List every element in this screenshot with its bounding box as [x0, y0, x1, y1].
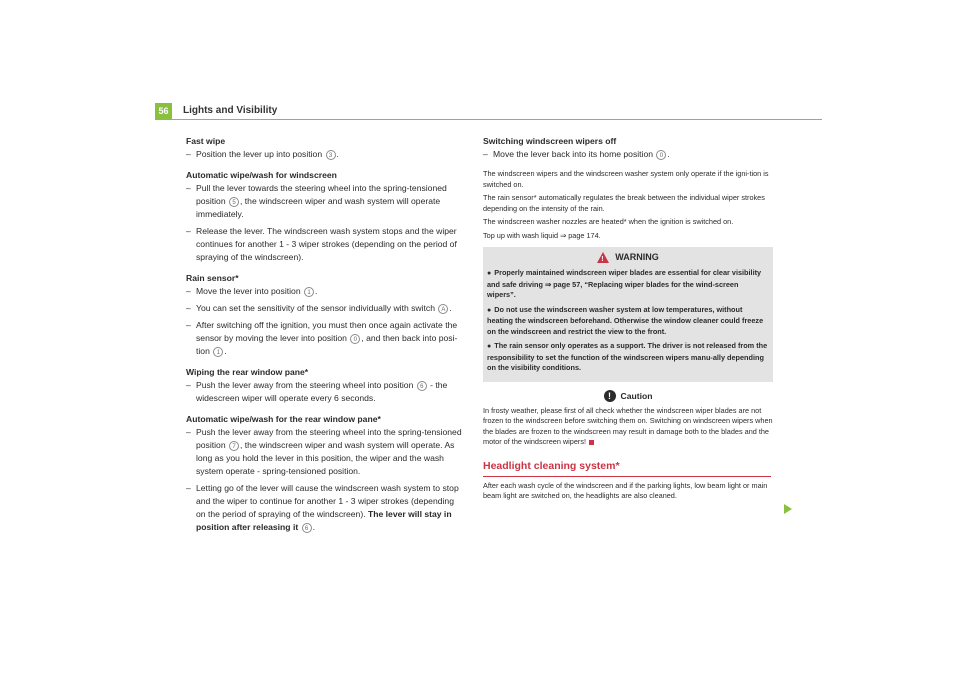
rear-wash-heading: Automatic wipe/wash for the rear window pane* — [186, 414, 381, 424]
caution-title: Caution — [620, 390, 653, 401]
fast-wipe-step: – Position the lever up into position 3 . — [186, 149, 339, 159]
caution-text — [483, 406, 773, 448]
auto-wash-step-2: – Release the lever. The windscreen wash system stops and the wiper continues for another 1 - 3 wiper strokes (depending on the period of spraying of the windscreen). — [186, 226, 457, 262]
step-text: . — [336, 149, 339, 159]
rear-wash-step-2: – Letting go of the lever will cause the windscreen wash system to stop and the wiper to continue for another 1 - 3 wiper strokes (depending on the period of spraying of the windscreen). The lever will stay in position after releasing it 6 . — [186, 483, 459, 532]
step-text: Letting go of the lever will cause the windscreen wash system to stop and the wiper to continue for another 1 - 3 wiper strokes (depending on the period of spraying of the windscreen). — [196, 483, 459, 519]
position-marker: 6 — [302, 523, 312, 533]
section-divider — [483, 476, 771, 477]
headlight-text: After each wash cycle of the windscreen and if the parking lights, low beam light or main beam light are switched on, the headlights are also cleaned. — [483, 480, 768, 500]
caution-body: In frosty weather, please first of all check whether the windscreen wiper blades are not frozen to the windscreen before switching them on. Switching on windscreen wipers when the blades are frozen to the windscreen may result in damage both to the blades and the motor of the windscreen wipers! — [483, 405, 773, 446]
position-marker: 7 — [229, 441, 239, 451]
warning-item — [487, 341, 769, 374]
step-text: Pull the lever towards the steering wheel into the spring-tensioned position — [196, 183, 447, 206]
warning-item-text: The rain sensor only operates as a support. The driver is not released from the responsibility to set the function of the windscreen wipers manu-ally depending on the visibility conditions. — [487, 341, 768, 372]
emphasis-text: The lever will stay in position after releasing it — [196, 509, 452, 532]
caution-icon: ! — [604, 390, 616, 402]
warning-icon — [597, 252, 609, 263]
rain-sensor-step-1: – Move the lever into position 1 . — [186, 286, 318, 296]
warning-item-text: Properly maintained windscreen wiper blades are essential for clear visibility and safe driving ⇒ page 57, “Replacing wiper blades for the wind-screen wipers”. — [487, 268, 762, 299]
warning-item — [487, 268, 769, 301]
step-text: Position the lever up into position — [196, 149, 323, 159]
note-text: The windscreen washer nozzles are heated* when the ignition is switched on. — [483, 217, 734, 226]
rain-sensor-heading: Rain sensor* — [186, 273, 239, 283]
step-text: - the widescreen wiper will operate every 6 seconds. — [196, 380, 448, 403]
warning-box — [483, 247, 773, 382]
step-text: , and then back into posi-tion — [196, 333, 458, 356]
warning-title: WARNING — [615, 252, 659, 262]
position-marker: 0 — [350, 334, 360, 344]
step-text: Move the lever into position — [196, 286, 301, 296]
end-marker-icon — [589, 440, 594, 445]
step-text: . — [449, 303, 452, 313]
step-text: . — [667, 149, 670, 159]
rear-wash-step-1: – Push the lever away from the steering wheel into the spring-tensioned position 7 , the windscreen wiper and wash system will operate. As long as you hold the lever in this position, the wiper and the wash system operate - spring-tensioned position. — [186, 427, 462, 476]
headlight-section-title: Headlight cleaning system* — [483, 459, 620, 472]
note-text: The windscreen wipers and the windscreen washer system only operate if the igni-tion is switched on. — [483, 169, 769, 189]
position-marker: 3 — [326, 150, 336, 160]
position-marker: 1 — [304, 287, 314, 297]
position-marker: 5 — [229, 197, 239, 207]
step-text: Move the lever back into its home position — [493, 149, 654, 159]
bullet-icon: ● — [487, 306, 492, 314]
left-column — [186, 135, 464, 534]
step-text: , the windscreen wiper and wash system will operate immediately. — [196, 196, 441, 219]
step-text: Push the lever away from the steering wheel into the spring-tensioned position — [196, 427, 462, 450]
step-text: . — [315, 286, 318, 296]
step-text: Release the lever. The windscreen wash system stops and the wiper continues for another 1 - 3 wiper strokes (depending on the period of spraying of the windscreen). — [196, 226, 457, 262]
step-text: After switching off the ignition, you must then once again activate the sensor by moving the lever into position — [196, 320, 458, 343]
rear-wipe-step: – Push the lever away from the steering wheel into position 6 - the widescreen wiper will operate every 6 seconds. — [186, 380, 448, 403]
warning-header — [487, 251, 769, 264]
caution-header — [483, 390, 773, 403]
auto-wash-heading: Automatic wipe/wash for windscreen — [186, 170, 337, 180]
page-number: 56 — [155, 103, 172, 120]
note-text: The rain sensor* automatically regulates the break between the individual wiper strokes depending on the intensity of the rain. — [483, 193, 765, 213]
step-text: . — [312, 522, 315, 532]
note-text: Top up with wash liquid ⇒ page 174. — [483, 230, 601, 240]
step-text: You can set the sensitivity of the sensor individually with switch — [196, 303, 435, 313]
right-column — [483, 135, 773, 505]
warning-item — [487, 305, 769, 338]
step-text: Push the lever away from the steering wheel into position — [196, 380, 414, 390]
rain-sensor-step-2: – You can set the sensitivity of the sensor individually with switch A . — [186, 303, 452, 313]
header-divider — [172, 119, 822, 120]
page-header-title: Lights and Visibility — [183, 105, 278, 116]
position-marker: 6 — [417, 381, 427, 391]
rain-sensor-step-3: – After switching off the ignition, you must then once again activate the sensor by moving the lever into position 0 , and then back into posi-tion 1 . — [186, 320, 458, 356]
auto-wash-step-1: – Pull the lever towards the steering wheel into the spring-tensioned position 5 , the windscreen wiper and wash system will operate immediately. — [186, 183, 447, 219]
rear-wipe-heading: Wiping the rear window pane* — [186, 367, 309, 377]
step-text: , the windscreen wiper and wash system will operate. As long as you hold the lever in this position, the wiper and the wash system operate - spring-tensioned position. — [196, 440, 455, 476]
switch-off-heading: Switching windscreen wipers off — [483, 136, 617, 146]
bullet-icon: ● — [487, 343, 492, 350]
next-page-arrow-icon — [784, 504, 792, 514]
fast-wipe-heading: Fast wipe — [186, 136, 226, 146]
step-text: . — [224, 346, 227, 356]
warning-item-text: Do not use the windscreen washer system at low temperatures, without heating the windscreen beforehand. Otherwise the window cleaner could freeze on the windscreen and restrict the view to the front. — [487, 304, 764, 336]
bullet-icon: ● — [487, 270, 492, 277]
position-marker: 0 — [656, 150, 666, 160]
switch-off-step: – Move the lever back into its home position 0 . — [483, 149, 670, 159]
switch-marker: A — [438, 304, 448, 314]
position-marker: 1 — [213, 347, 223, 357]
